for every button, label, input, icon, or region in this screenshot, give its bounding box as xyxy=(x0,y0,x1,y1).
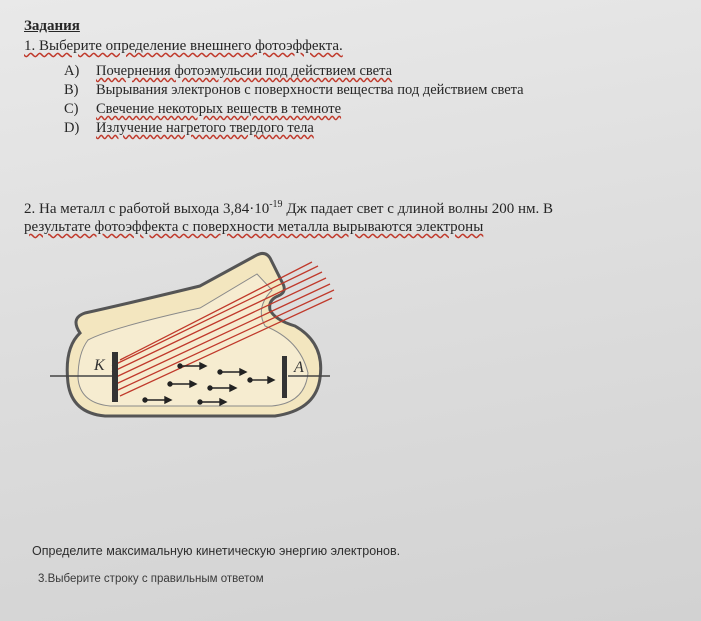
option-letter: B) xyxy=(64,82,79,98)
option-letter: C) xyxy=(64,101,79,117)
cathode-plate xyxy=(112,352,118,402)
option-b xyxy=(64,81,524,100)
option-letter: A) xyxy=(64,63,80,79)
option-a xyxy=(64,62,524,81)
task-text: Определите максимальную кинетическую энергию электронов. xyxy=(32,544,401,558)
question-2-text-a: 2. На металл с работой выхода 3,84·10 xyxy=(24,201,270,217)
page-heading: Задания xyxy=(24,18,80,34)
question-2 xyxy=(24,196,694,236)
exponent: -19 xyxy=(269,199,283,210)
option-c xyxy=(64,100,524,119)
question-1 xyxy=(24,38,343,55)
option-text: Свечение некоторых веществ в темноте xyxy=(96,101,342,117)
anode-plate xyxy=(282,356,287,398)
option-text: Почернения фотоэмульсии под действием света xyxy=(96,63,393,79)
cathode-label: K xyxy=(94,357,105,374)
option-text: Излучение нагретого твердого тела xyxy=(96,120,314,136)
question-2-text-b: Дж падает свет с длиной волны 200 нм. В xyxy=(282,201,553,217)
question-2-text-c: результате фотоэффекта с поверхности металла вырываются электроны xyxy=(24,219,484,235)
question-1-options xyxy=(64,62,524,138)
photoeffect-tube-figure xyxy=(50,248,340,438)
option-text: Вырывания электронов с поверхности вещества под действием света xyxy=(96,82,524,98)
anode-label: A xyxy=(294,359,304,376)
question-1-text: 1. Выберите определение внешнего фотоэффекта. xyxy=(24,38,343,54)
question-3: 3.Выберите строку с правильным ответом xyxy=(38,573,264,585)
option-letter: D) xyxy=(64,120,80,136)
option-d xyxy=(64,119,524,138)
